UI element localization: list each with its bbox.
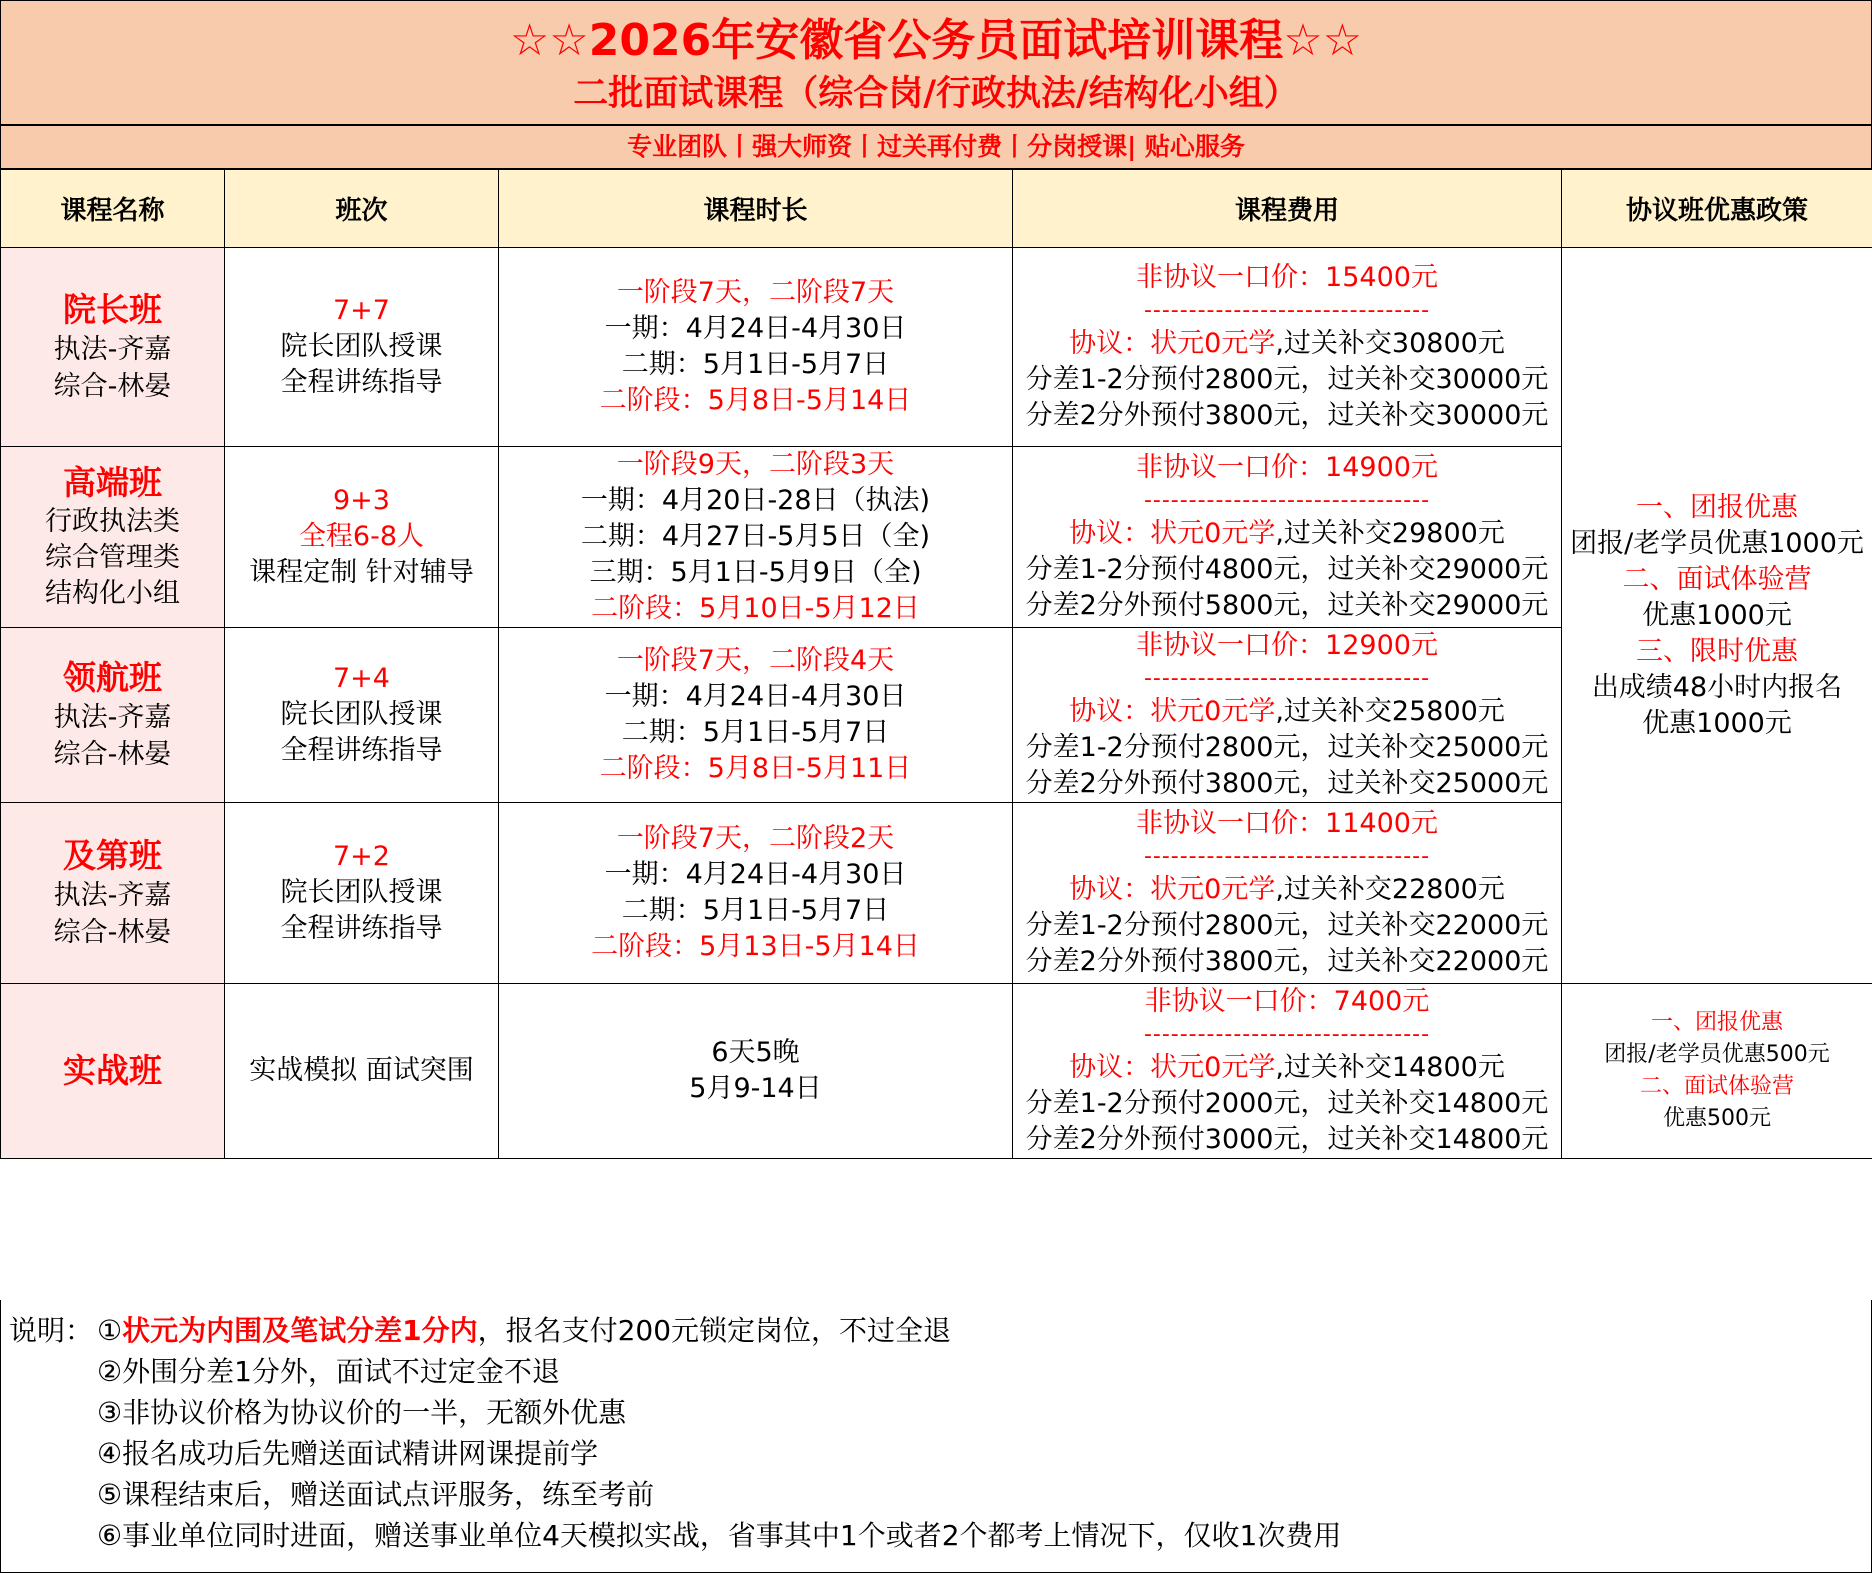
class-desc: 实战模拟 面试突围: [249, 1055, 474, 1086]
fee-tier: 分差2分外预付3800元，过关补交22000元: [1025, 946, 1549, 977]
fee-divider: --------------------------------: [1143, 844, 1431, 869]
course-teacher: 行政执法类: [45, 506, 180, 537]
course-name: 实战班: [63, 1051, 162, 1090]
header-course-name: 课程名称: [1, 170, 225, 248]
fee-flat-price: 非协议一口价：11400元: [1136, 808, 1438, 839]
course-teacher: 综合-林晏: [53, 917, 172, 948]
duration-cell: [499, 248, 1013, 447]
policy-line: 三、限时优惠: [1636, 635, 1798, 667]
course-name: 高端班: [63, 463, 162, 502]
slogan-text: 专业团队丨强大师资丨过关再付费丨分岗授课| 贴心服务: [627, 132, 1245, 161]
duration-period: 三期：5月1日-5月9日（全): [589, 557, 922, 588]
note-item: ②外围分差1分外，面试不过定金不退: [97, 1355, 560, 1388]
duration-period: 一期：4月24日-4月30日: [604, 313, 907, 344]
notes-section: [0, 1300, 1872, 1573]
policy-line: 一、团报优惠: [1636, 491, 1798, 523]
course-teacher: 综合管理类: [45, 542, 180, 573]
fee-cell: [1013, 803, 1562, 984]
policy-line: 团报/老学员优惠1000元: [1570, 527, 1864, 559]
table-row: [1, 248, 1872, 447]
fee-agreement-amount: ,过关补交22800元: [1275, 874, 1505, 905]
fee-agreement: [1013, 694, 1561, 730]
fee-agreement-label: 协议：状元0元学: [1069, 328, 1276, 359]
table-header-row: [1, 170, 1872, 248]
fee-tier: 分差1-2分预付2800元，过关补交22000元: [1025, 910, 1549, 941]
duration-summary: 一阶段9天，二阶段3天: [616, 449, 895, 480]
note-1-rest: ，报名支付200元锁定岗位，不过全退: [477, 1314, 952, 1347]
duration-period: 一期：4月20日-28日（执法): [580, 485, 931, 516]
duration-period: 一期：4月24日-4月30日: [604, 859, 907, 890]
fee-agreement: [1013, 326, 1561, 362]
notes-list: [97, 1310, 1341, 1556]
class-code: 全程6-8人: [298, 521, 425, 552]
notes-label: 说明：: [9, 1314, 94, 1347]
duration-cell: [499, 447, 1013, 628]
fee-cell: [1013, 248, 1562, 447]
fee-flat-price: 非协议一口价：7400元: [1144, 986, 1430, 1017]
fee-divider: --------------------------------: [1143, 488, 1431, 513]
slogan-band: [0, 125, 1872, 169]
fee-tier: 分差2分外预付5800元，过关补交29000元: [1025, 590, 1549, 621]
class-cell: [225, 803, 499, 984]
duration-period: 一期：4月24日-4月30日: [604, 681, 907, 712]
fee-flat-price: 非协议一口价：15400元: [1136, 262, 1438, 293]
fee-agreement: [1013, 872, 1561, 908]
fee-flat-price: 非协议一口价：14900元: [1136, 452, 1438, 483]
course-name-cell: [1, 248, 225, 447]
note-1-prefix: ①: [97, 1314, 123, 1347]
fee-divider: --------------------------------: [1143, 1022, 1431, 1047]
duration-cell: [499, 803, 1013, 984]
note-item: ⑥事业单位同时进面，赠送事业单位4天模拟实战，省事其中1个或者2个都考上情况下，仅收1次费用: [97, 1519, 1342, 1552]
class-code: 7+2: [333, 841, 390, 872]
course-name: 及第班: [63, 836, 162, 875]
fee-tier: 分差2分外预付3800元，过关补交25000元: [1025, 768, 1549, 799]
class-desc: 全程讲练指导: [280, 735, 443, 766]
fee-agreement-label: 协议：状元0元学: [1069, 1052, 1276, 1083]
class-desc: 课程定制 针对辅导: [249, 557, 474, 588]
header-fee: 课程费用: [1013, 170, 1562, 248]
class-cell: [225, 984, 499, 1159]
course-teacher: 执法-齐嘉: [53, 334, 172, 365]
duration-period: 二期：5月1日-5月7日: [621, 349, 890, 380]
policy-line: 优惠500元: [1663, 1106, 1771, 1131]
policy-line: 优惠1000元: [1642, 599, 1792, 631]
note-item: ③非协议价格为协议价的一半，无额外优惠: [97, 1396, 627, 1429]
fee-agreement: [1013, 516, 1561, 552]
page-subtitle: 二批面试课程（综合岗/行政执法/结构化小组）: [573, 74, 1299, 114]
course-teacher: 结构化小组: [45, 578, 180, 609]
fee-agreement-amount: ,过关补交25800元: [1275, 696, 1505, 727]
fee-flat-price: 非协议一口价：12900元: [1136, 630, 1438, 661]
course-name: 领航班: [63, 658, 162, 697]
fee-agreement-label: 协议：状元0元学: [1069, 874, 1276, 905]
policy-cell-main: [1562, 248, 1872, 984]
policy-line: 二、面试体验营: [1639, 1074, 1794, 1099]
course-table: [0, 169, 1872, 1159]
class-code: 7+7: [333, 295, 390, 326]
course-name: 院长班: [63, 290, 162, 329]
duration-stage-two: 二阶段：5月10日-5月12日: [591, 593, 920, 624]
class-cell: [225, 248, 499, 447]
duration-stage-two: 二阶段：5月8日-5月11日: [599, 753, 912, 784]
note-1-highlight: 状元为内围及笔试分差1分内: [122, 1314, 478, 1347]
duration-cell: [499, 984, 1013, 1159]
header-policy: 协议班优惠政策: [1562, 170, 1872, 248]
fee-agreement-amount: ,过关补交30800元: [1275, 328, 1505, 359]
duration-period: 二期：4月27日-5月5日（全): [580, 521, 931, 552]
course-name-cell: [1, 984, 225, 1159]
duration-period: 二期：5月1日-5月7日: [621, 717, 890, 748]
title-band: [0, 0, 1872, 125]
class-code: 7+4: [333, 663, 390, 694]
fee-agreement-amount: ,过关补交29800元: [1275, 518, 1505, 549]
class-code: 9+3: [333, 485, 390, 516]
policy-line: 出成绩48小时内报名: [1591, 671, 1843, 703]
table-row: [1, 984, 1872, 1159]
course-teacher: 综合-林晏: [53, 739, 172, 770]
class-desc: 院长团队授课: [280, 699, 443, 730]
course-teacher: 综合-林晏: [53, 371, 172, 402]
duration-stage-two: 二阶段：5月13日-5月14日: [591, 931, 920, 962]
fee-divider: --------------------------------: [1143, 298, 1431, 323]
duration-summary: 一阶段7天，二阶段2天: [616, 823, 895, 854]
duration-period: 5月9-14日: [689, 1073, 822, 1104]
duration-stage-two: 二阶段：5月8日-5月14日: [599, 385, 912, 416]
course-name-cell: [1, 803, 225, 984]
fee-tier: 分差1-2分预付2800元，过关补交30000元: [1025, 364, 1549, 395]
duration-cell: [499, 628, 1013, 803]
fee-agreement: [1013, 1050, 1561, 1086]
note-item: ④报名成功后先赠送面试精讲网课提前学: [97, 1437, 599, 1470]
class-desc: 全程讲练指导: [280, 367, 443, 398]
policy-cell-practice: [1562, 984, 1872, 1159]
duration-summary: 一阶段7天，二阶段7天: [616, 277, 895, 308]
fee-tier: 分差1-2分预付2800元，过关补交25000元: [1025, 732, 1549, 763]
fee-tier: 分差1-2分预付2000元，过关补交14800元: [1025, 1088, 1549, 1119]
fee-cell: [1013, 628, 1562, 803]
header-class: 班次: [225, 170, 499, 248]
fee-tier: 分差2分外预付3800元，过关补交30000元: [1025, 400, 1549, 431]
note-item: ⑤课程结束后，赠送面试点评服务，练至考前: [97, 1478, 655, 1511]
policy-line: 优惠1000元: [1642, 707, 1792, 739]
page-title: ☆☆2026年安徽省公务员面试培训课程☆☆: [509, 15, 1363, 66]
note-item-1: [97, 1310, 1341, 1351]
policy-line: 一、团报优惠: [1650, 1010, 1783, 1035]
class-desc: 院长团队授课: [280, 877, 443, 908]
fee-agreement-amount: ,过关补交14800元: [1275, 1052, 1505, 1083]
course-name-cell: [1, 447, 225, 628]
fee-cell: [1013, 984, 1562, 1159]
duration-period: 二期：5月1日-5月7日: [621, 895, 890, 926]
fee-cell: [1013, 447, 1562, 628]
class-cell: [225, 447, 499, 628]
fee-tier: 分差1-2分预付4800元，过关补交29000元: [1025, 554, 1549, 585]
fee-tier: 分差2分外预付3000元，过关补交14800元: [1025, 1124, 1549, 1155]
course-teacher: 执法-齐嘉: [53, 880, 172, 911]
header-duration: 课程时长: [499, 170, 1013, 248]
class-desc: 全程讲练指导: [280, 913, 443, 944]
class-cell: [225, 628, 499, 803]
duration-period: 6天5晚: [711, 1037, 800, 1068]
course-name-cell: [1, 628, 225, 803]
fee-agreement-label: 协议：状元0元学: [1069, 696, 1276, 727]
course-teacher: 执法-齐嘉: [53, 702, 172, 733]
duration-summary: 一阶段7天，二阶段4天: [616, 645, 895, 676]
fee-divider: --------------------------------: [1143, 666, 1431, 691]
fee-agreement-label: 协议：状元0元学: [1069, 518, 1276, 549]
policy-line: 团报/老学员优惠500元: [1604, 1042, 1830, 1067]
class-desc: 院长团队授课: [280, 331, 443, 362]
policy-line: 二、面试体验营: [1622, 563, 1812, 595]
